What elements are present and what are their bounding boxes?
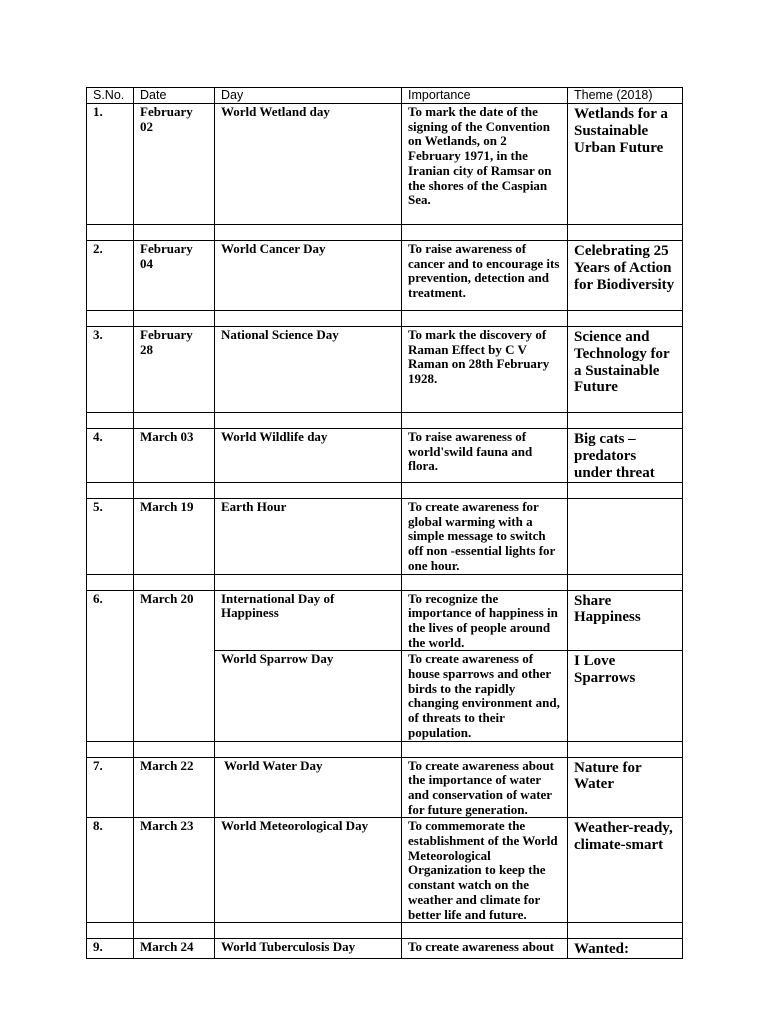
cell-theme: Science and Technology for a Sustainable Future [568, 327, 683, 413]
spacer-row [87, 741, 683, 757]
cell-sno: 4. [87, 429, 134, 483]
spacer-row [87, 923, 683, 939]
cell-importance: To create awareness about [402, 939, 568, 959]
spacer-row [87, 225, 683, 241]
cell-importance: To commemorate the establishment of the World Meteorological Organization to keep the constant watch on the weather and climate for better life and future. [402, 818, 568, 923]
cell-importance: To raise awareness of cancer and to encourage its prevention, detection and treatment. [402, 241, 568, 311]
cell-theme: Share Happiness [568, 590, 683, 651]
table-row [87, 104, 683, 225]
cell-date: March 19 [134, 499, 215, 575]
cell-sno: 9. [87, 939, 134, 959]
cell-theme: Big cats – predators under threat [568, 429, 683, 483]
cell-day: World Sparrow Day [215, 651, 402, 741]
cell-day: World Wildlife day [215, 429, 402, 483]
table-row [87, 327, 683, 413]
cell-sno: 3. [87, 327, 134, 413]
table-header-row [87, 88, 683, 104]
header-sno: S.No. [87, 88, 134, 104]
cell-day: World Cancer Day [215, 241, 402, 311]
table-row [87, 757, 683, 818]
cell-day: World Tuberculosis Day [215, 939, 402, 959]
cell-sno: 1. [87, 104, 134, 225]
table-row [87, 590, 683, 651]
cell-importance: To mark the date of the signing of the Convention on Wetlands, on 2 February 1971, in the Iranian city of Ramsar on the shores of the Caspian Sea. [402, 104, 568, 225]
cell-theme: Weather-ready, climate-smart [568, 818, 683, 923]
cell-importance: To recognize the importance of happiness in the lives of people around the world. [402, 590, 568, 651]
cell-day: World Water Day [215, 757, 402, 818]
cell-day: World Wetland day [215, 104, 402, 225]
cell-importance: To raise awareness of world'swild fauna and flora. [402, 429, 568, 483]
header-day: Day [215, 88, 402, 104]
cell-date: March 22 [134, 757, 215, 818]
cell-sno: 6. [87, 590, 134, 651]
cell-theme: Wanted: [568, 939, 683, 959]
cell-date: February 28 [134, 327, 215, 413]
cell-importance: To create awareness of house sparrows and other birds to the rapidly changing environment and, of threats to their population. [402, 651, 568, 741]
header-theme: Theme (2018) [568, 88, 683, 104]
cell-day: International Day of Happiness [215, 590, 402, 651]
header-importance: Importance [402, 88, 568, 104]
spacer-row [87, 574, 683, 590]
cell-date: March 23 [134, 818, 215, 923]
table-row [87, 241, 683, 311]
cell-day: National Science Day [215, 327, 402, 413]
table-row [87, 651, 683, 741]
cell-date: March 20 [134, 590, 215, 651]
cell-theme: Nature for Water [568, 757, 683, 818]
header-date: Date [134, 88, 215, 104]
spacer-row [87, 311, 683, 327]
events-document [86, 87, 682, 959]
table-row [87, 818, 683, 923]
table-row [87, 499, 683, 575]
cell-sno: 2. [87, 241, 134, 311]
cell-theme: I Love Sparrows [568, 651, 683, 741]
cell-theme: Celebrating 25 Years of Action for Biodiversity [568, 241, 683, 311]
cell-sno [87, 651, 134, 741]
cell-theme: Wetlands for a Sustainable Urban Future [568, 104, 683, 225]
important-days-table [86, 87, 683, 959]
cell-day: Earth Hour [215, 499, 402, 575]
cell-date: March 24 [134, 939, 215, 959]
cell-importance: To create awareness for global warming with a simple message to switch off non -essential lights for one hour. [402, 499, 568, 575]
cell-date [134, 651, 215, 741]
table-row [87, 429, 683, 483]
spacer-row [87, 483, 683, 499]
cell-day: World Meteorological Day [215, 818, 402, 923]
cell-importance: To create awareness about the importance of water and conservation of water for future generation. [402, 757, 568, 818]
cell-date: February 04 [134, 241, 215, 311]
spacer-row [87, 413, 683, 429]
cell-date: February 02 [134, 104, 215, 225]
cell-sno: 8. [87, 818, 134, 923]
cell-sno: 5. [87, 499, 134, 575]
cell-sno: 7. [87, 757, 134, 818]
table-row [87, 939, 683, 959]
cell-theme [568, 499, 683, 575]
cell-date: March 03 [134, 429, 215, 483]
cell-importance: To mark the discovery of Raman Effect by C V Raman on 28th February 1928. [402, 327, 568, 413]
